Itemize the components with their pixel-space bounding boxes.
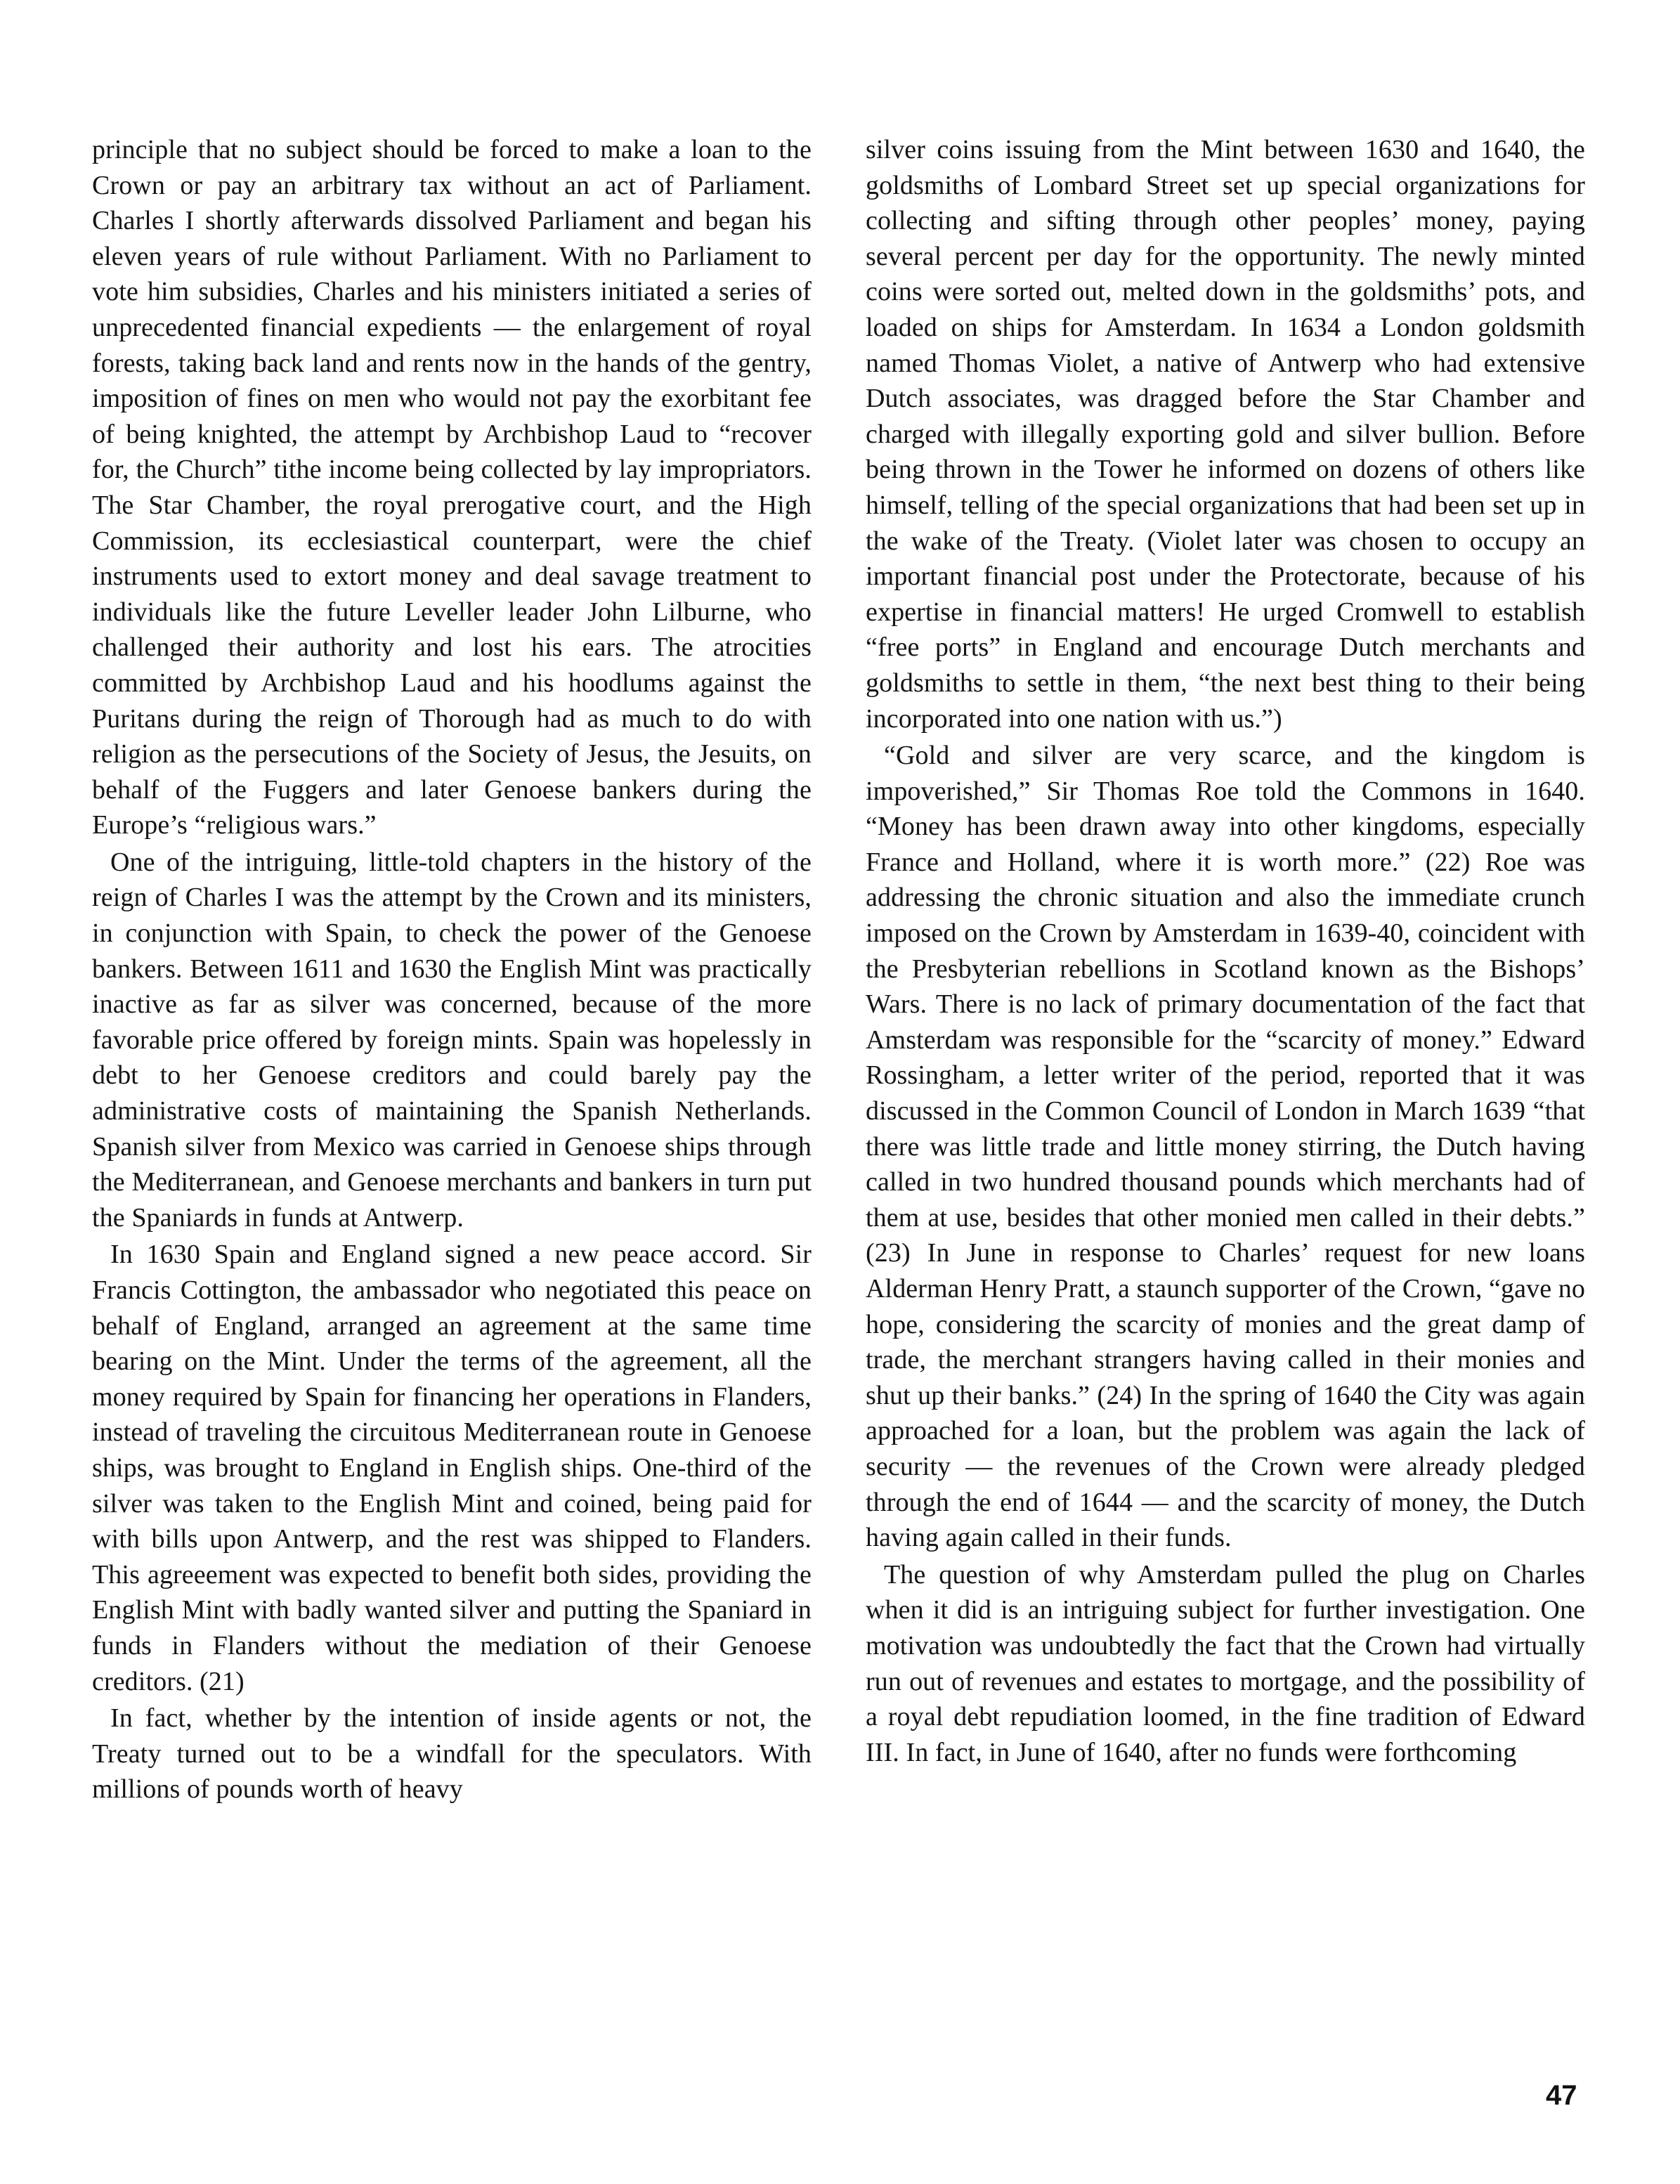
paragraph-left-2: One of the intriguing, little-told chapters in the history of the reign of Charles I was the attempt by the Crown and its ministers, in conjunction with Spain, to check the power of the Genoese bankers. Between 1611 and 1630 the English Mint was practically inactive as far as silver was concerned, because of the more favorable price offered by foreign mints. Spain was hopelessly in debt to her Genoese creditors and could barely pay the administrative costs of maintaining the Spanish Netherlands. Spanish silver from Mexico was carried in Genoese ships through the Mediterranean, and Genoese merchants and bankers in turn put the Spaniards in funds at Antwerp. [92,847,812,1233]
left-column [92,132,812,1807]
paragraph-left-1: principle that no subject should be forced to make a loan to the Crown or pay an arbitrary tax without an act of Parliament. Charles I shortly afterwards dissolved Parliament and began his eleven years of rule without Parliament. With no Parliament to vote him subsidies, Charles and his ministers initiated a series of unprecedented financial expedients — the enlargement of royal forests, taking back land and rents now in the hands of the gentry, imposition of fines on men who would not pay the exorbitant fee of being knighted, the attempt by Archbishop Laud to “recover for, the Church” tithe income being collected by lay impropriators. The Star Chamber, the royal prerogative court, and the High Commission, its ecclesiastical counterpart, were the chief instruments used to extort money and deal savage treatment to individuals like the future Leveller leader John Lilburne, who challenged their authority and lost his ears. The atrocities committed by Archbishop Laud and his hoodlums against the Puritans during the reign of Thorough had as much to do with religion as the persecutions of the Society of Jesus, the Jesuits, on behalf of the Fuggers and later Genoese bankers during the Europe’s “religious wars.” [92,135,812,840]
paragraph-left-4: In fact, whether by the intention of inside agents or not, the Treaty turned out to be a windfall for the speculators. With millions of pounds worth of heavy [92,1703,812,1805]
paragraph-left-3: In 1630 Spain and England signed a new peace accord. Sir Francis Cottington, the ambassador who negotiated this peace on behalf of England, arranged an agreement at the same time bearing on the Mint. Under the terms of the agreement, all the money required by Spain for financing her operations in Flanders, instead of traveling the circuitous Mediterranean route in Genoese ships, was brought to England in English ships. One-third of the silver was taken to the English Mint and coined, being paid for with bills upon Antwerp, and the rest was shipped to Flanders. This agreeement was expected to benefit both sides, providing the English Mint with badly wanted silver and putting the Spaniard in funds in Flanders without the mediation of their Genoese creditors. (21) [92,1240,812,1696]
paragraph-right-3: The question of why Amsterdam pulled the plug on Charles when it did is an intriguing subject for further investigation. One motivation was undoubtedly the fact that the Crown had virtually run out of revenues and estates to mortgage, and the possibility of a royal debt repudiation loomed, in the fine tradition of Edward III. In fact, in June of 1640, after no funds were forthcoming [866,1559,1585,1767]
paragraph-right-1: silver coins issuing from the Mint between 1630 and 1640, the goldsmiths of Lombard Street set up special organizations for collecting and sifting through other peoples’ money, paying several percent per day for the opportunity. The newly minted coins were sorted out, melted down in the goldsmiths’ pots, and loaded on ships for Amsterdam. In 1634 a London goldsmith named Thomas Violet, a native of Antwerp who had extensive Dutch associates, was dragged before the Star Chamber and charged with illegally exporting gold and silver bullion. Before being thrown in the Tower he informed on dozens of others like himself, telling of the special organizations that had been set up in the wake of the Treaty. (Violet later was chosen to occupy an important financial post under the Protectorate, because of his expertise in financial matters! He urged Cromwell to establish “free ports” in England and encourage Dutch merchants and goldsmiths to settle in them, “the next best thing to their being incorporated into one nation with us.”) [866,135,1585,734]
page-number: 47 [1546,2080,1577,2111]
paragraph-right-2: “Gold and silver are very scarce, and the kingdom is impoverished,” Sir Thomas Roe told the Commons in 1640. “Money has been drawn away into other kingdoms, especially France and Holland, where it is worth more.” (22) Roe was addressing the chronic situation and also the immediate crunch imposed on the Crown by Amsterdam in 1639-40, coincident with the Presbyterian rebellions in Scotland known as the Bishops’ Wars. There is no lack of primary documentation of the fact that Amsterdam was responsible for the “scarcity of money.” Edward Rossingham, a letter writer of the period, reported that it was discussed in the Common Council of London in March 1639 “that there was little trade and little money stirring, the Dutch having called in two hundred thousand pounds which merchants had of them at use, besides that other monied men called in their debts.” (23) In June in response to Charles’ request for new loans Alderman Henry Pratt, a staunch supporter of the Crown, “gave no hope, considering the scarcity of monies and the great damp of trade, the merchant strangers having called in their monies and shut up their banks.” (24) In the spring of 1640 the City was again approached for a loan, but the problem was again the lack of security — the revenues of the Crown were already pledged through the end of 1644 — and the scarcity of money, the Dutch having again called in their funds. [866,741,1585,1553]
right-column [866,132,1585,1770]
